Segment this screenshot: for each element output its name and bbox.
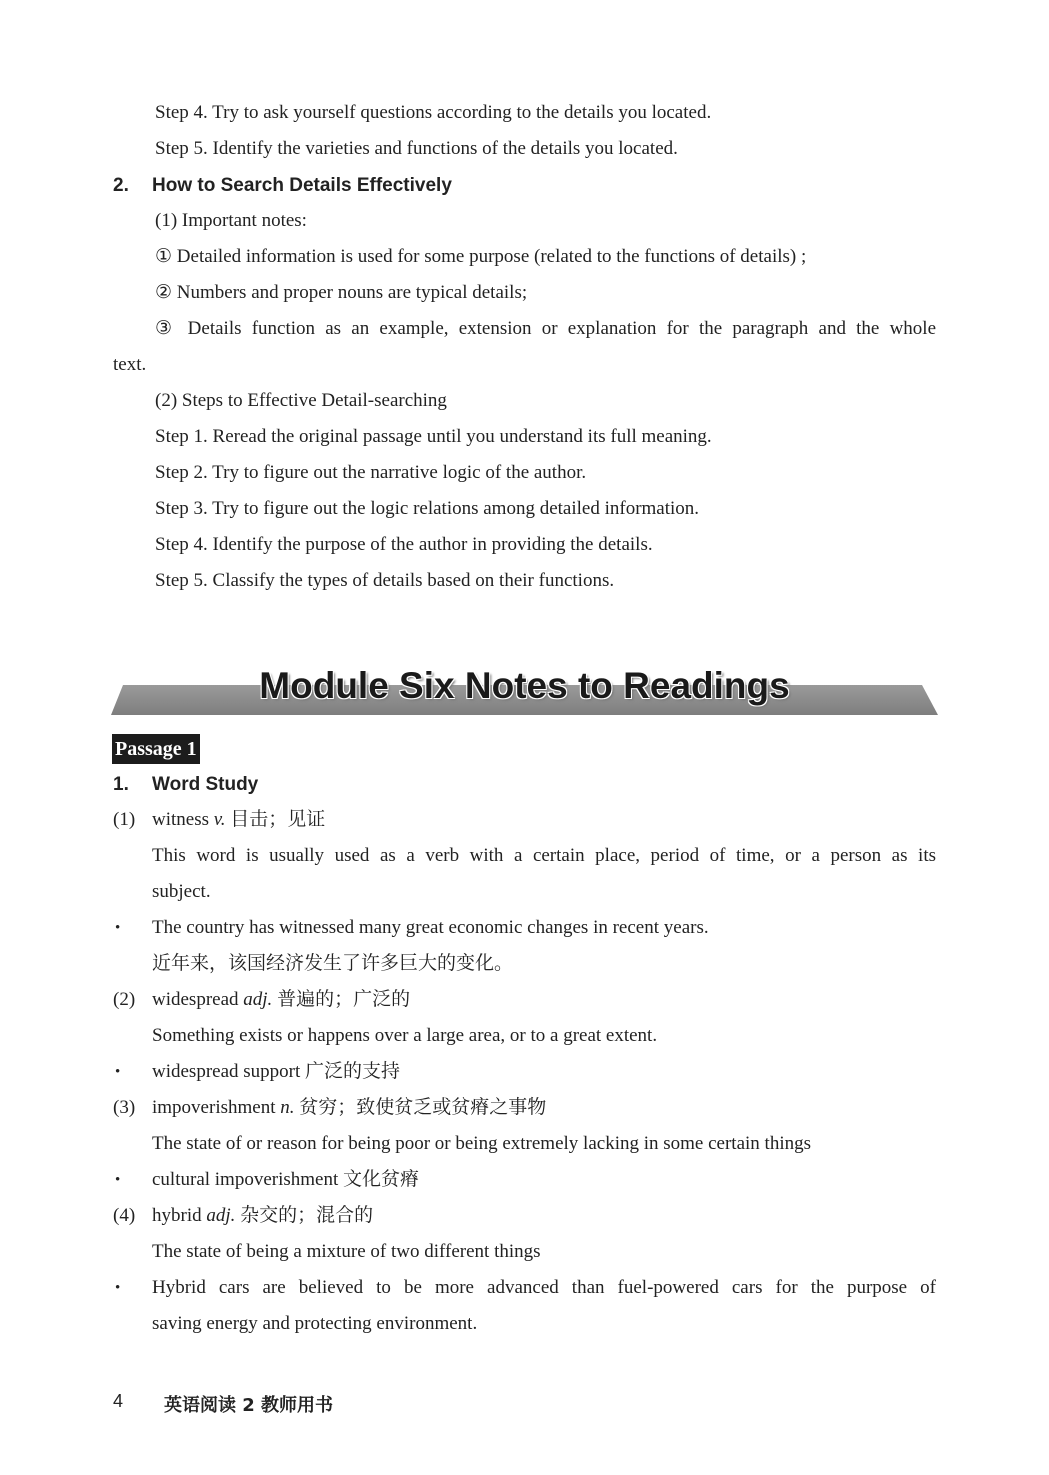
vocab-entry xyxy=(152,1204,373,1228)
module-title: Module Six Notes to Readings xyxy=(259,665,790,706)
vocab-word: witness xyxy=(152,809,209,830)
bullet-icon: • xyxy=(115,1172,121,1188)
detail-step: Step 4. Identify the purpose of the author in providing the details. xyxy=(155,534,653,555)
note-3-continued: text. xyxy=(113,354,147,375)
definition: Something exists or happens over a large area, or to a great extent. xyxy=(152,1025,658,1046)
detail-step: Step 1. Reread the original passage until you understand its full meaning. xyxy=(155,426,712,447)
vocab-word: widespread xyxy=(152,989,239,1010)
chinese-meaning: 目击；见证 xyxy=(230,809,326,830)
word-study-number: 1. xyxy=(113,774,129,795)
note-3: ③ Details function as an example, extension or explanation for the paragraph and the whole xyxy=(155,318,936,339)
item-number: (2) xyxy=(113,989,136,1010)
section-heading: How to Search Details Effectively xyxy=(152,175,452,196)
notes-title: (1) Important notes: xyxy=(155,210,307,231)
part-of-speech: v. xyxy=(213,809,226,830)
passage-tag: Passage 1 xyxy=(112,734,200,764)
example-sentence-continued: saving energy and protecting environment. xyxy=(152,1313,478,1334)
bullet-icon: • xyxy=(115,920,121,936)
bullet-icon: • xyxy=(115,1280,121,1296)
note-2: ② Numbers and proper nouns are typical details; xyxy=(155,282,528,303)
item-number: (4) xyxy=(113,1205,136,1226)
definition: The state of being a mixture of two different things xyxy=(152,1241,541,1262)
chinese-meaning: 贫穷；致使贫乏或贫瘠之事物 xyxy=(299,1097,547,1118)
item-number: (3) xyxy=(113,1097,136,1118)
example-phrase: cultural impoverishment 文化贫瘠 xyxy=(152,1169,420,1190)
detail-step: Step 5. Classify the types of details based on their functions. xyxy=(155,570,615,591)
note-1: ① Detailed information is used for some purpose (related to the functions of details) ; xyxy=(155,246,807,267)
vocab-entry xyxy=(152,988,410,1012)
steps-title: (2) Steps to Effective Detail-searching xyxy=(155,390,447,411)
bullet-icon: • xyxy=(115,1064,121,1080)
step-5-text: Step 5. Identify the varieties and functions of the details you located. xyxy=(155,138,678,159)
example-sentence: Hybrid cars are believed to be more advanced than fuel-powered cars for the purpose of xyxy=(152,1277,936,1298)
part-of-speech: adj. xyxy=(243,989,273,1010)
page-number: 4 xyxy=(113,1391,124,1411)
example-translation: 近年来，该国经济发生了许多巨大的变化。 xyxy=(152,953,514,974)
part-of-speech: n. xyxy=(280,1097,295,1118)
vocab-word: impoverishment xyxy=(152,1097,276,1118)
section-number: 2. xyxy=(113,175,129,196)
example-phrase: widespread support 广泛的支持 xyxy=(152,1061,401,1082)
chinese-meaning: 普遍的；广泛的 xyxy=(277,989,411,1010)
vocab-entry xyxy=(152,808,325,832)
word-study-heading: Word Study xyxy=(152,774,259,795)
book-title: 英语阅读 2 教师用书 xyxy=(164,1395,334,1416)
definition: The state of or reason for being poor or being extremely lacking in some certain things xyxy=(152,1133,811,1154)
detail-step: Step 2. Try to figure out the narrative logic of the author. xyxy=(155,462,587,483)
step-4-text: Step 4. Try to ask yourself questions according to the details you located. xyxy=(155,102,712,123)
detail-step: Step 3. Try to figure out the logic relations among detailed information. xyxy=(155,498,700,519)
part-of-speech: adj. xyxy=(206,1205,236,1226)
definition-continued: subject. xyxy=(152,881,211,902)
definition: This word is usually used as a verb with a certain place, period of time, or a person as its xyxy=(152,845,936,866)
example-sentence: The country has witnessed many great economic changes in recent years. xyxy=(152,917,709,938)
item-number: (1) xyxy=(113,809,136,830)
vocab-word: hybrid xyxy=(152,1205,202,1226)
chinese-meaning: 杂交的；混合的 xyxy=(240,1205,374,1226)
vocab-entry xyxy=(152,1096,546,1120)
